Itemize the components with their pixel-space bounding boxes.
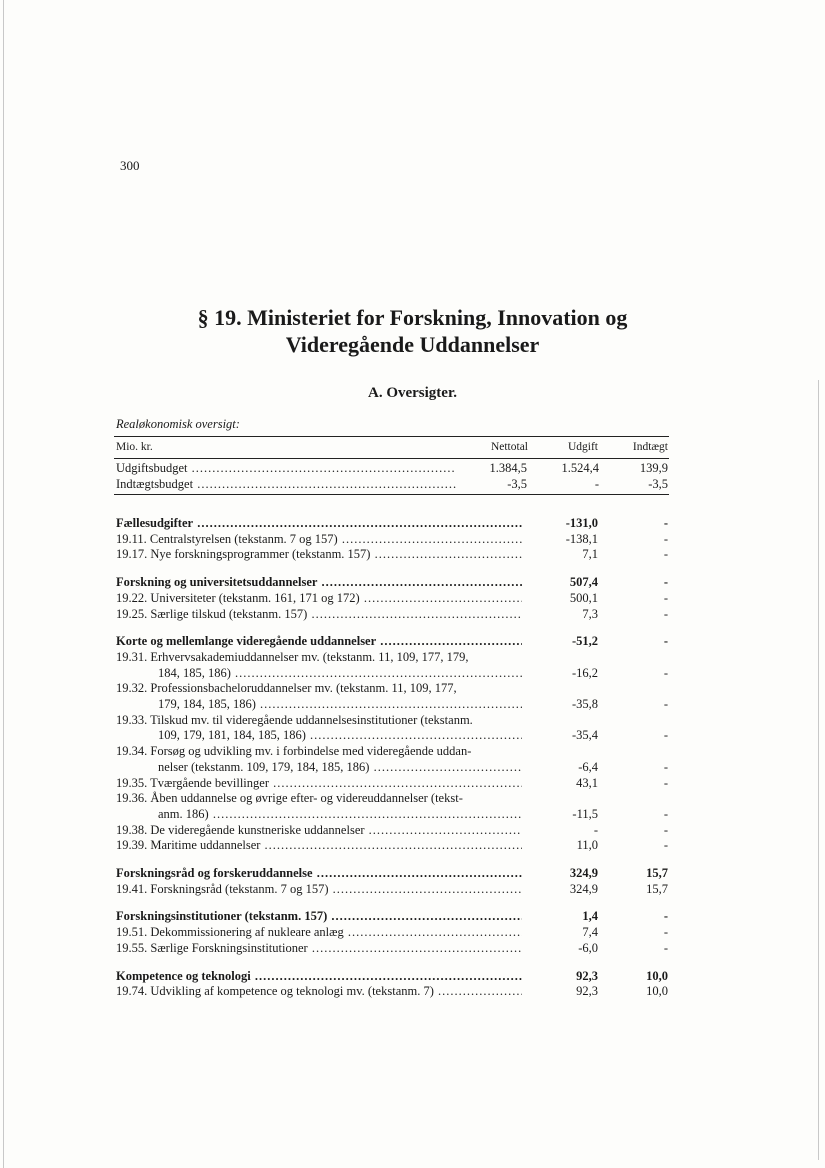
line-item-text: anm. 186) ..... xyxy=(158,807,522,822)
header-indtaegt: Indtægt xyxy=(632,441,668,453)
line-item-udgift: -35,8 xyxy=(571,697,598,711)
line-item-indtaegt: - xyxy=(663,806,668,821)
line-item-text: 19.31. Erhvervsakademiuddannelser mv. (tekstanm. 11, 109, 177, 179, xyxy=(116,649,469,664)
line-item-text: 19.41. Forskningsråd (tekstanm. 7 og 157) ..... xyxy=(116,882,522,897)
summary-row-nettotal: -3,5 xyxy=(507,477,527,491)
group-udgift: 92,3 xyxy=(576,968,598,983)
line-item-udgift: 11,0 xyxy=(576,838,598,853)
line-item-text: nelser (tekstanm. 109, 179, 184, 185, 186) ..... xyxy=(158,760,522,775)
group-title: Korte og mellemlange videregående uddannelser ..... xyxy=(116,634,522,649)
group-indtaegt: - xyxy=(663,909,668,924)
line-item-text: 19.55. Særlige Forskningsinstitutioner ..... xyxy=(116,941,522,956)
line-item-text: 19.74. Udvikling af kompetence og teknologi mv. (tekstanm. 7) ..... xyxy=(116,984,522,999)
line-item-udgift: 500,1 xyxy=(569,590,598,605)
line-item-udgift: 7,3 xyxy=(582,606,598,621)
group-indtaegt: - xyxy=(663,516,668,530)
line-item-udgift: 7,4 xyxy=(582,925,598,940)
summary-row-indtaegt: -3,5 xyxy=(648,477,668,491)
line-item-text: 19.38. De videregående kunstneriske uddannelser ..... xyxy=(116,823,522,838)
line-item-indtaegt: - xyxy=(663,838,668,853)
line-item-udgift: 92,3 xyxy=(576,984,598,999)
group-title: Forskning og universitetsuddannelser ..... xyxy=(116,575,522,590)
line-item-udgift: 324,9 xyxy=(569,881,598,896)
line-item-indtaegt: - xyxy=(663,728,668,743)
group-indtaegt: - xyxy=(663,575,668,590)
group-title: Kompetence og teknologi ..... xyxy=(116,969,522,984)
line-item-text: 184, 185, 186) ..... xyxy=(158,666,522,681)
line-item-text: 19.51. Dekommissionering af nukleare anlæg ..... xyxy=(116,925,522,940)
group-indtaegt: 15,7 xyxy=(646,866,668,880)
group-indtaegt: - xyxy=(663,634,668,649)
line-item-indtaegt: 10,0 xyxy=(646,984,668,999)
line-item-text: 19.34. Forsøg og udvikling mv. i forbindelse med videregående uddan- xyxy=(116,744,472,759)
group-indtaegt: 10,0 xyxy=(646,968,668,983)
line-item-text: 19.11. Centralstyrelsen (tekstanm. 7 og 157) ..... xyxy=(116,532,522,547)
table-caption: Realøkonomisk oversigt: xyxy=(116,417,240,431)
line-item-indtaegt: - xyxy=(663,547,668,562)
group-udgift: 507,4 xyxy=(569,575,598,590)
line-item-udgift: - xyxy=(593,822,598,837)
page-title-line-1: § 19. Ministeriet for Forskning, Innovation og xyxy=(197,305,628,330)
summary-row-nettotal: 1.384,5 xyxy=(489,461,527,475)
header-rule xyxy=(114,458,669,459)
line-item-text: 19.22. Universiteter (tekstanm. 161, 171 og 172) ..... xyxy=(116,591,522,606)
line-item-udgift: -6,4 xyxy=(578,759,598,774)
section-title: A. Oversigter. xyxy=(367,385,457,401)
line-item-text: 19.39. Maritime uddannelser ..... xyxy=(116,838,522,853)
line-item-udgift: 7,1 xyxy=(582,547,598,562)
group-title: Forskningsråd og forskeruddannelse ..... xyxy=(116,866,522,881)
group-title: Forskningsinstitutioner (tekstanm. 157) ..... xyxy=(116,909,522,924)
line-item-text: 19.17. Nye forskningsprogrammer (tekstanm. 157) ..... xyxy=(116,547,522,562)
header-nettotal: Nettotal xyxy=(490,441,528,453)
line-item-udgift: -16,2 xyxy=(571,665,598,680)
group-title: Fællesudgifter ..... xyxy=(116,516,522,531)
line-item-text: 179, 184, 185, 186) ..... xyxy=(158,697,522,712)
line-item-text: 19.32. Professionsbacheloruddannelser mv. (tekstanm. 11, 109, 177, xyxy=(116,681,457,696)
line-item-text: 109, 179, 181, 184, 185, 186) ..... xyxy=(158,728,522,743)
line-item-indtaegt: - xyxy=(663,665,668,680)
group-udgift: 1,4 xyxy=(582,909,598,924)
line-item-indtaegt: - xyxy=(663,759,668,774)
page-title-line-2: Videregående Uddannelser xyxy=(285,332,540,357)
line-item-indtaegt: - xyxy=(663,940,668,955)
summary-bottom-rule xyxy=(114,494,669,495)
line-item-indtaegt: - xyxy=(663,697,668,711)
group-udgift: -131,0 xyxy=(565,516,598,530)
line-item-indtaegt: - xyxy=(663,775,668,790)
header-udgift: Udgift xyxy=(567,441,598,453)
line-item-indtaegt: - xyxy=(663,606,668,621)
line-item-udgift: 43,1 xyxy=(576,775,598,790)
summary-row-indtaegt: 139,9 xyxy=(639,461,668,475)
table-top-rule xyxy=(114,436,669,437)
line-item-indtaegt: - xyxy=(663,925,668,940)
page-number: 300 xyxy=(120,158,140,173)
line-item-indtaegt: 15,7 xyxy=(646,881,668,896)
line-item-text: 19.36. Åben uddannelse og øvrige efter- og videreuddannelser (tekst- xyxy=(116,791,463,806)
summary-row-label: Indtægtsbudget ..... xyxy=(116,477,456,492)
line-item-udgift: -6,0 xyxy=(578,940,598,955)
group-udgift: 324,9 xyxy=(569,866,598,880)
scan-edge-line xyxy=(3,0,4,1168)
line-item-indtaegt: - xyxy=(663,822,668,837)
line-item-indtaegt: - xyxy=(663,531,668,546)
scan-edge-line xyxy=(818,380,819,1160)
line-item-indtaegt: - xyxy=(663,590,668,605)
line-item-udgift: -35,4 xyxy=(571,728,598,743)
line-item-udgift: -11,5 xyxy=(572,806,598,821)
line-item-udgift: -138,1 xyxy=(565,531,598,546)
line-item-text: 19.33. Tilskud mv. til videregående uddannelsesinstitutioner (tekstanm. xyxy=(116,712,473,727)
group-udgift: -51,2 xyxy=(571,634,598,649)
line-item-text: 19.25. Særlige tilskud (tekstanm. 157) ..... xyxy=(116,607,522,622)
header-unit: Mio. kr. xyxy=(116,441,153,453)
line-item-text: 19.35. Tværgående bevillinger ..... xyxy=(116,776,522,791)
summary-row-udgift: 1.524,4 xyxy=(561,461,599,475)
summary-row-label: Udgiftsbudget ..... xyxy=(116,461,456,476)
summary-row-udgift: - xyxy=(594,477,599,491)
